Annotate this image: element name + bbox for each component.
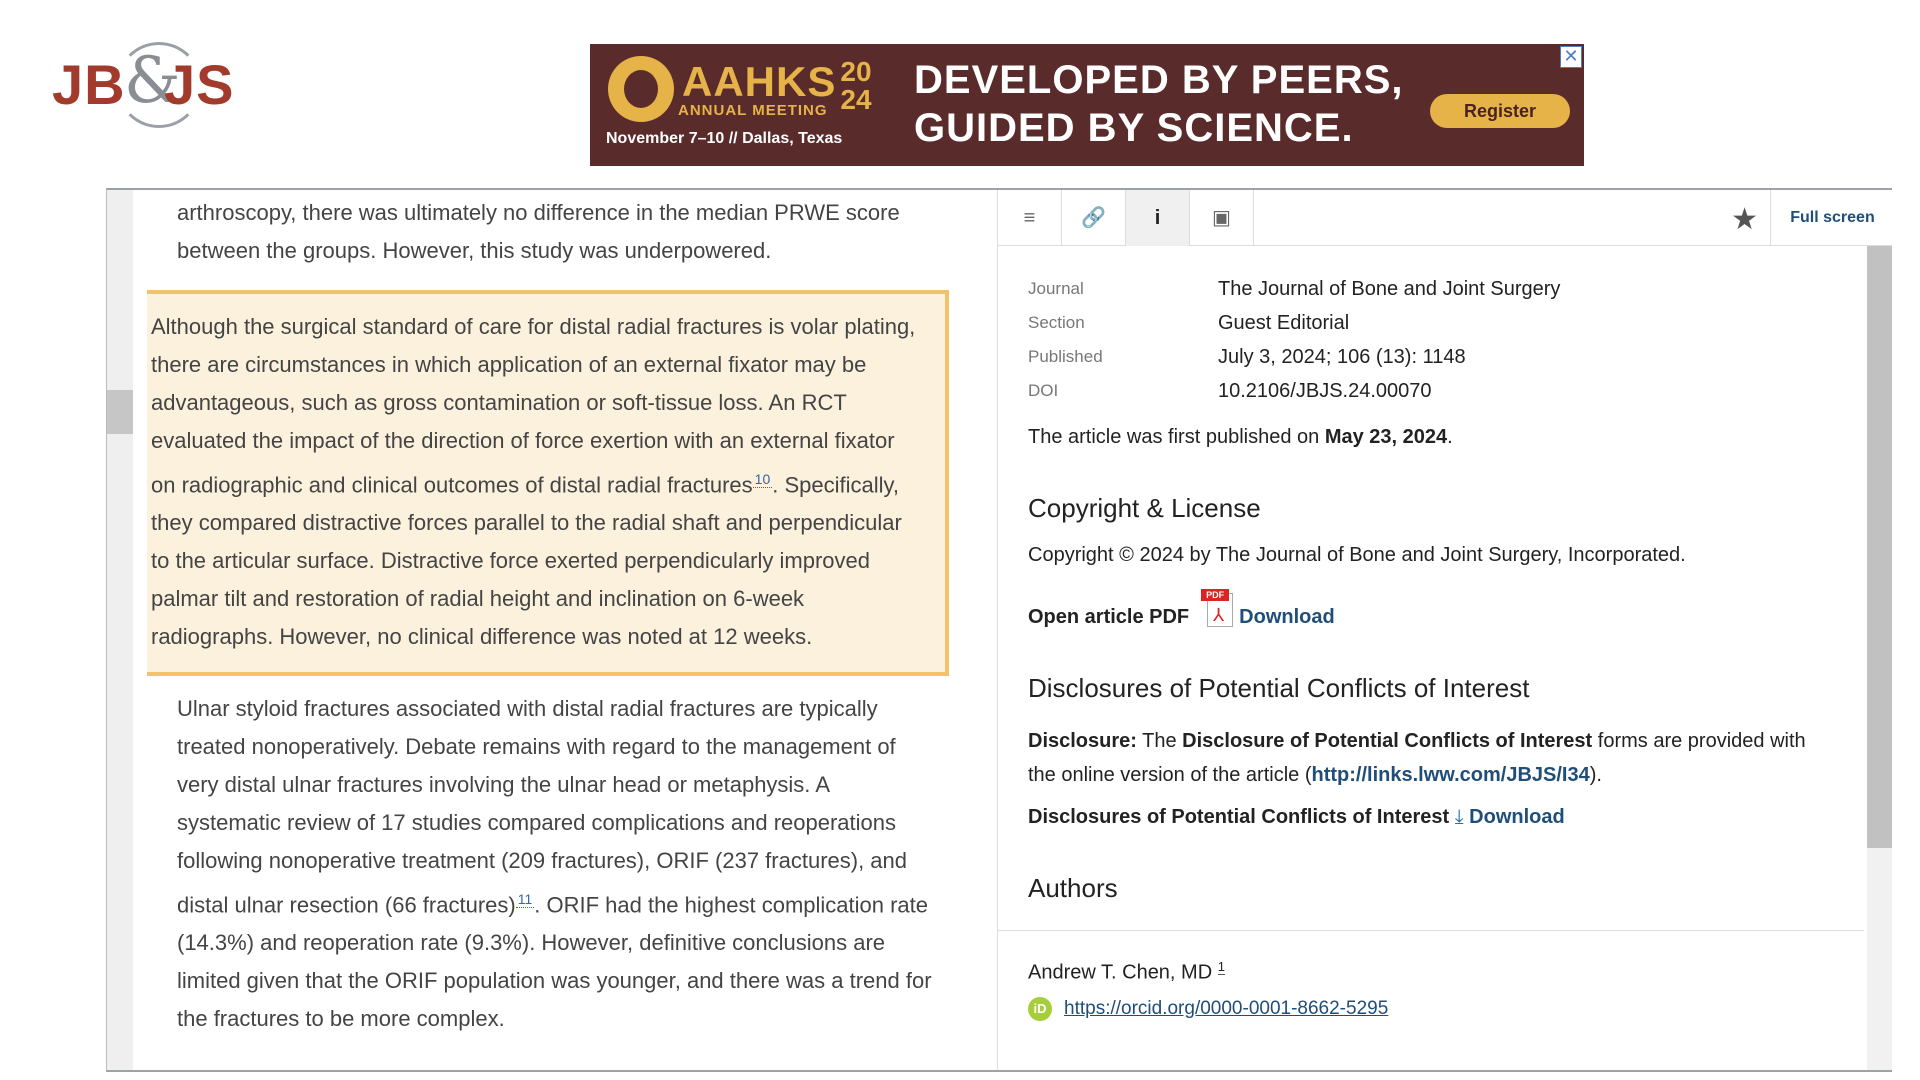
article-meta [1028, 276, 1834, 404]
disclosures-download-row: Disclosures of Potential Conflicts of Interest ⤓ Download [1028, 806, 1565, 828]
orcid-icon: iD [1028, 997, 1052, 1021]
pdf-icon: PDF ⅄ [1201, 589, 1233, 629]
divider [998, 930, 1864, 931]
info-icon[interactable]: i [1126, 190, 1190, 246]
published-value: July 3, 2024; 106 (13): 1148 [1218, 346, 1466, 368]
journal-label: Journal [1028, 279, 1084, 298]
doi-value: 10.2106/JBJS.24.00070 [1218, 380, 1432, 402]
panel-scrollbar[interactable] [1867, 246, 1892, 1072]
left-scrollbar-thumb[interactable] [107, 390, 133, 434]
ad-register-button[interactable]: Register [1430, 94, 1570, 128]
open-article-pdf [1028, 589, 1834, 629]
aahks-banner-ad[interactable] [590, 44, 1584, 166]
first-published: The article was first published on May 23, 2024. [1028, 426, 1453, 448]
panel-toolbar [998, 190, 1892, 246]
journal-value: The Journal of Bone and Joint Surgery [1218, 278, 1561, 300]
fullscreen-button[interactable]: Full screen [1770, 190, 1892, 246]
ad-brand: AAHKS [682, 58, 837, 105]
ad-tagline-1: DEVELOPED BY PEERS, [914, 58, 1404, 102]
highlighted-paragraph: Although the surgical standard of care for distal radial fractures is volar plating, there are circumstances in which application of an external fixator may be advantageous, such as gross contamination or soft-tissue loss. An RCT evaluated the impact of the direction of force exertion with an external fixator on radiographic and clinical outcomes of distal radial fractures $^{10}$. Specifically, they compared distractive forces parallel to the radial shaft and perpendicular to the articular surface. Distractive force exerted perpendicularly improved palmar tilt and restoration of radial height and inclination on 6-week radiographs. However, no clinical difference was noted at 12 weeks. [147, 290, 949, 676]
logo-text-right: JS [164, 53, 235, 116]
logo-text-left: JB [52, 53, 126, 116]
article-paragraph: Ulnar styloid fractures associated with distal radial fractures are typically treated nonoperatively. Debate remains with regard to the management of very distal ulnar fractures involving the ulnar head or metaphysis. A systematic review of 17 studies compared complications and reoperations following nonoperative treatment (209 fractures), ORIF (237 fractures), and distal ulnar resection (66 fractures) $^{11}$. ORIF had the highest complication rate (14.3%) and reoperation rate (9.3%). However, definitive conclusions are limited given that the ORIF population was younger, and there was a trend for the fractures to be more complex. [177, 696, 932, 1032]
figures-icon[interactable]: ▣ [1190, 190, 1254, 246]
copyright-text: Copyright © 2024 by The Journal of Bone and Joint Surgery, Incorporated. [1028, 544, 1686, 566]
pdf-label: Open article PDF [1028, 606, 1190, 628]
ad-year: 20 24 [840, 56, 872, 115]
link-icon[interactable]: 🔗 [1062, 190, 1126, 246]
disclosures-heading: Disclosures of Potential Conflicts of Interest [1028, 673, 1530, 703]
info-panel [997, 190, 1892, 1070]
copyright-heading: Copyright & License [1028, 493, 1261, 523]
favorite-star-icon[interactable]: ★ [1731, 203, 1758, 236]
ad-close-icon[interactable]: ✕ [1560, 46, 1582, 68]
orcid-link[interactable]: https://orcid.org/0000-0001-8662-5295 [1064, 997, 1389, 1019]
article-frame [106, 188, 1892, 1072]
article-paragraph: arthroscopy, there was ultimately no difference in the median PRWE score between the groups. However, this study was underpowered. [177, 200, 900, 263]
reference-link-11[interactable]: 11 [517, 891, 533, 907]
left-scrollbar[interactable] [107, 190, 133, 1070]
ad-subtitle: ANNUAL MEETING [678, 102, 828, 119]
pdf-download-link[interactable]: Download [1239, 606, 1335, 628]
doi-label: DOI [1028, 381, 1059, 400]
download-icon: ⤓ [1454, 806, 1464, 828]
logo-ampersand: & [124, 44, 181, 118]
info-content [998, 246, 1864, 1072]
published-label: Published [1028, 347, 1103, 366]
outline-icon[interactable]: ≡ [998, 190, 1062, 246]
author-affiliation-link[interactable]: 1 [1217, 959, 1225, 974]
authors-heading: Authors [1028, 873, 1118, 903]
author-name: Andrew T. Chen, MD $^1$ [1028, 959, 1225, 984]
reference-link-10[interactable]: 10 [754, 471, 771, 487]
ad-tagline-2: GUIDED BY SCIENCE. [914, 106, 1354, 150]
disclosure-link[interactable]: http://links.lww.com/JBJS/I34 [1311, 764, 1590, 786]
section-label: Section [1028, 313, 1085, 332]
article-body [147, 190, 987, 1070]
orcid-row [1028, 997, 1834, 1021]
panel-scrollbar-thumb[interactable] [1867, 246, 1892, 848]
jbjs-logo[interactable] [52, 40, 242, 130]
ad-date: November 7–10 // Dallas, Texas [606, 130, 843, 147]
section-value: Guest Editorial [1218, 312, 1350, 334]
aahks-logo-icon [608, 56, 674, 122]
disclosures-download-link[interactable]: Download [1469, 806, 1565, 828]
disclosure-text: Disclosure: The Disclosure of Potential Conflicts of Interest forms are provided with the online version of the article (http://links.lww.com/JBJS/I34). [1028, 730, 1806, 786]
